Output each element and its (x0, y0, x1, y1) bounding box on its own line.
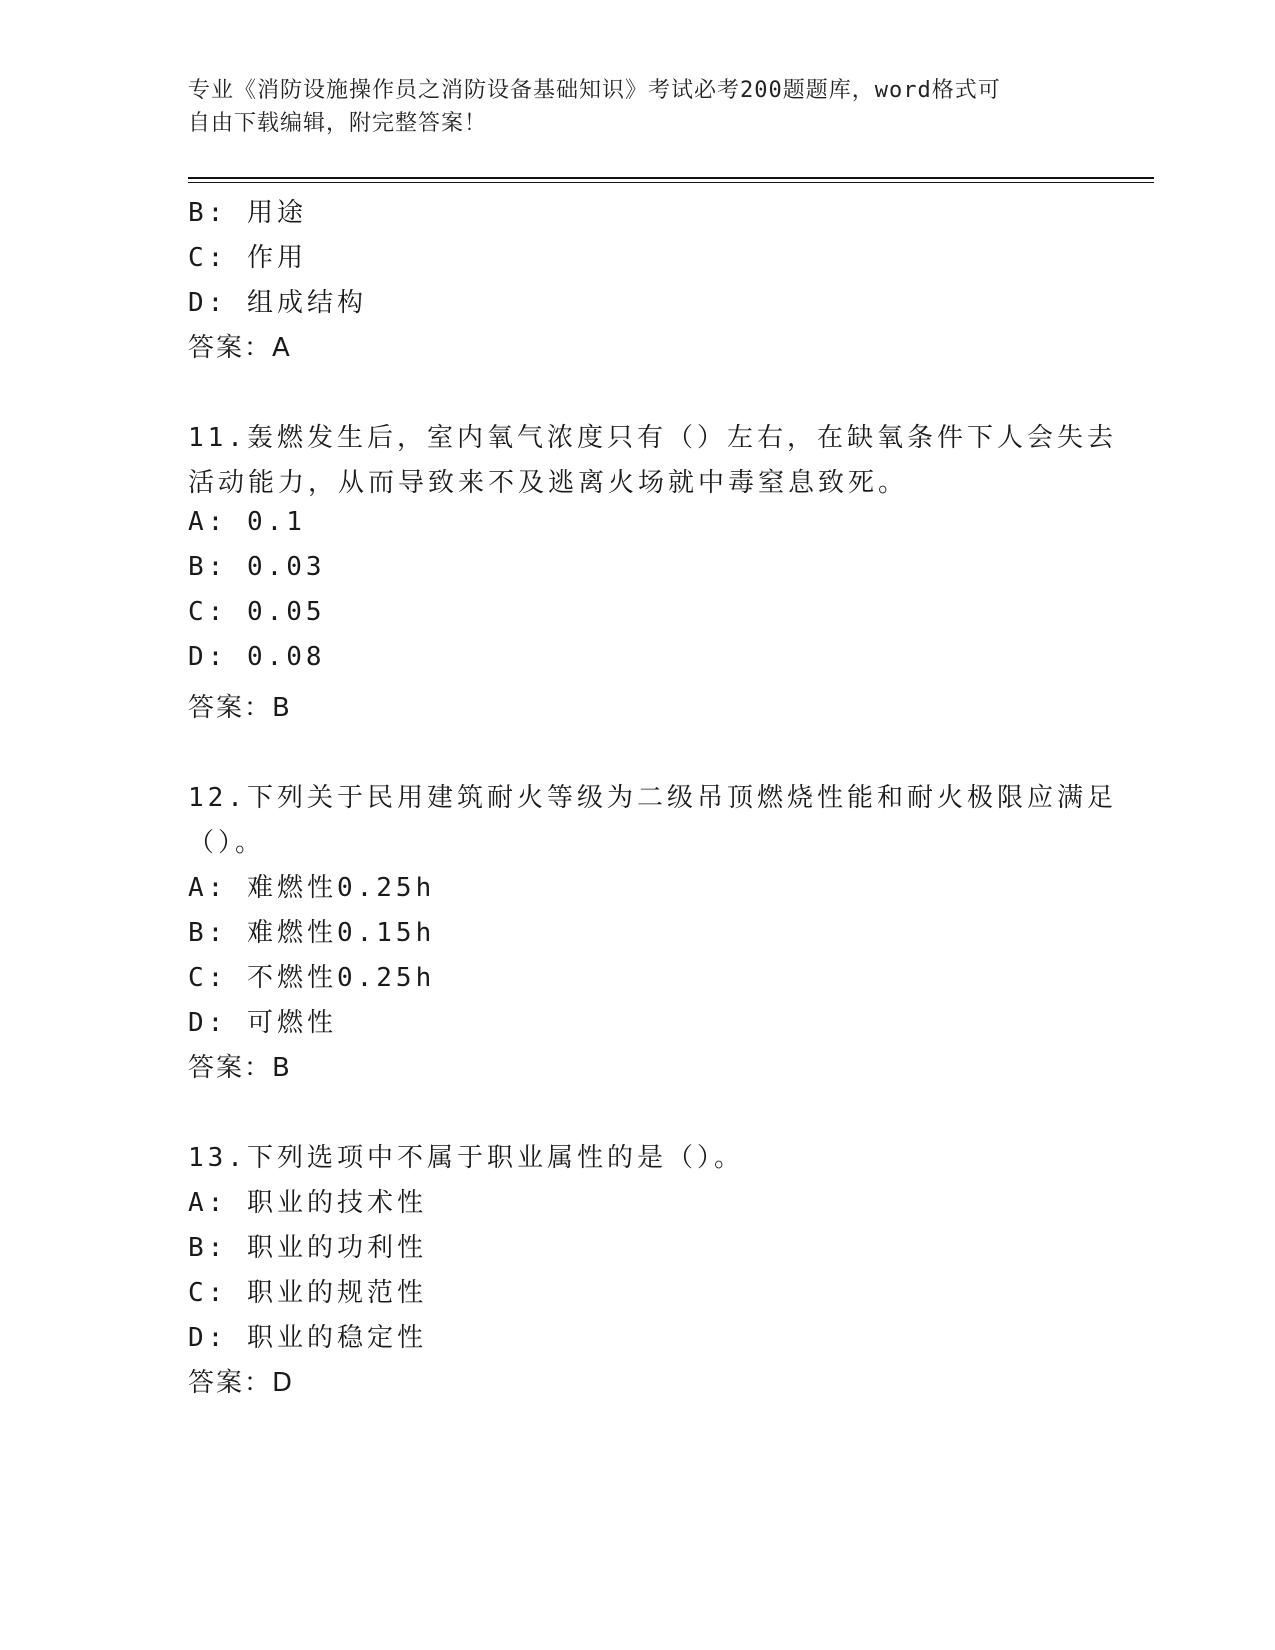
q10-option-c: C: 作用 (188, 243, 307, 273)
header-line-1: 专业《消防设施操作员之消防设备基础知识》考试必考200题题库，word格式可 (188, 78, 1001, 103)
q13-option-b: B: 职业的功利性 (188, 1233, 427, 1263)
q13-option-c: C: 职业的规范性 (188, 1278, 427, 1308)
q11-option-c: C: 0.05 (188, 597, 326, 627)
q13-option-a: A: 职业的技术性 (188, 1188, 427, 1218)
q11-answer: 答案：B (188, 693, 292, 723)
q11-option-a: A: 0.1 (188, 507, 306, 537)
q12-option-d: D: 可燃性 (188, 1008, 337, 1038)
q11-stem-line-2: 活动能力，从而导致来不及逃离火场就中毒窒息致死。 (188, 468, 909, 498)
header-divider-thick (188, 177, 1154, 179)
q13-stem-line-1: 13.下列选项中不属于职业属性的是（）。 (188, 1143, 744, 1173)
document-header (188, 74, 1088, 140)
q10-option-d: D: 组成结构 (188, 288, 367, 318)
q10-answer: 答案：A (188, 333, 292, 363)
q12-answer: 答案：B (188, 1053, 292, 1083)
q12-option-c: C: 不燃性0.25h (188, 963, 436, 993)
q13-answer: 答案：D (188, 1368, 295, 1398)
q11-option-d: D: 0.08 (188, 642, 326, 672)
q11-stem-line-1: 11.轰燃发生后，室内氧气浓度只有（）左右，在缺氧条件下人会失去 (188, 423, 1117, 453)
q12-option-b: B: 难燃性0.15h (188, 918, 436, 948)
header-divider-thin (188, 182, 1154, 183)
q12-option-a: A: 难燃性0.25h (188, 873, 436, 903)
q12-stem-line-1: 12.下列关于民用建筑耐火等级为二级吊顶燃烧性能和耐火极限应满足 (188, 783, 1117, 813)
q12-stem-line-2: （）。 (188, 828, 266, 858)
q10-option-b: B: 用途 (188, 198, 307, 228)
header-line-2: 自由下载编辑，附完整答案！ (188, 111, 488, 136)
q13-option-d: D: 职业的稳定性 (188, 1323, 427, 1353)
q11-option-b: B: 0.03 (188, 552, 326, 582)
